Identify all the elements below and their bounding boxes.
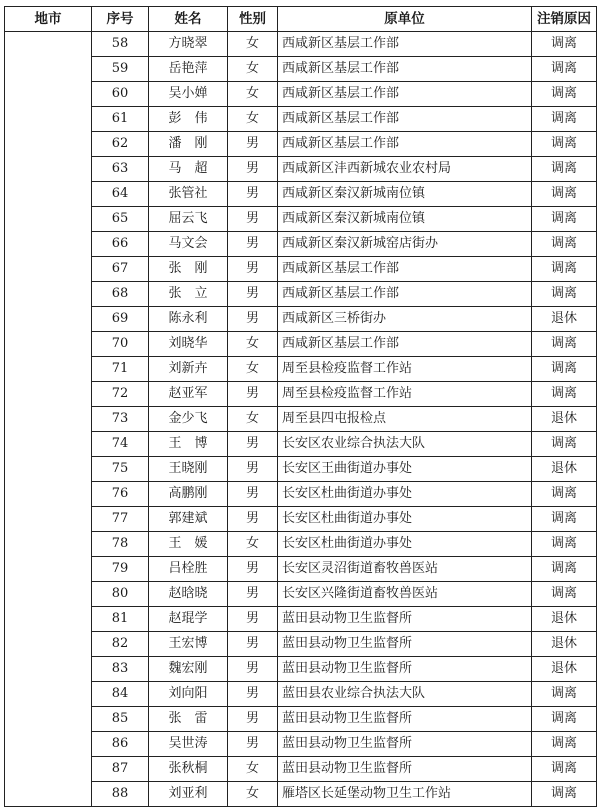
reason-cell: 调离 (532, 482, 597, 507)
no-cell: 81 (92, 607, 149, 632)
reason-cell: 调离 (532, 507, 597, 532)
no-cell: 79 (92, 557, 149, 582)
no-cell: 86 (92, 732, 149, 757)
sex-cell: 男 (228, 257, 278, 282)
sex-cell: 男 (228, 632, 278, 657)
reason-cell: 调离 (532, 582, 597, 607)
sex-cell: 男 (228, 307, 278, 332)
no-cell: 76 (92, 482, 149, 507)
reason-cell: 调离 (532, 82, 597, 107)
table-body (5, 32, 597, 807)
no-cell: 70 (92, 332, 149, 357)
reason-cell: 退休 (532, 632, 597, 657)
reason-cell: 调离 (532, 357, 597, 382)
table-row (5, 182, 597, 207)
sex-cell: 女 (228, 57, 278, 82)
no-cell: 72 (92, 382, 149, 407)
unit-cell: 周至县检疫监督工作站 (278, 357, 532, 382)
unit-cell: 西咸新区沣西新城农业农村局 (278, 157, 532, 182)
table-row (5, 582, 597, 607)
no-cell: 71 (92, 357, 149, 382)
table-row (5, 232, 597, 257)
unit-cell: 西咸新区基层工作部 (278, 82, 532, 107)
sex-cell: 女 (228, 757, 278, 782)
no-cell: 66 (92, 232, 149, 257)
name-cell: 吴世涛 (149, 732, 228, 757)
sex-cell: 女 (228, 782, 278, 807)
name-cell: 王宏博 (149, 632, 228, 657)
name-cell: 刘向阳 (149, 682, 228, 707)
name-cell: 潘 刚 (149, 132, 228, 157)
unit-cell: 蓝田县动物卫生监督所 (278, 607, 532, 632)
sex-cell: 女 (228, 332, 278, 357)
table-row (5, 132, 597, 157)
sex-cell: 男 (228, 707, 278, 732)
table-row (5, 682, 597, 707)
unit-cell: 西咸新区基层工作部 (278, 282, 532, 307)
no-cell: 64 (92, 182, 149, 207)
reason-cell: 调离 (532, 432, 597, 457)
sex-cell: 女 (228, 357, 278, 382)
no-cell: 68 (92, 282, 149, 307)
name-cell: 刘亚利 (149, 782, 228, 807)
table-row (5, 657, 597, 682)
sex-cell: 男 (228, 507, 278, 532)
reason-cell: 退休 (532, 407, 597, 432)
table-row (5, 157, 597, 182)
city-cell (5, 32, 92, 807)
table-row (5, 532, 597, 557)
unit-cell: 西咸新区秦汉新城南位镇 (278, 207, 532, 232)
sex-cell: 男 (228, 557, 278, 582)
sex-cell: 男 (228, 182, 278, 207)
reason-cell: 调离 (532, 732, 597, 757)
unit-cell: 西咸新区基层工作部 (278, 107, 532, 132)
sex-cell: 男 (228, 232, 278, 257)
unit-cell: 蓝田县动物卫生监督所 (278, 732, 532, 757)
unit-cell: 雁塔区长延堡动物卫生工作站 (278, 782, 532, 807)
no-cell: 87 (92, 757, 149, 782)
reason-cell: 退休 (532, 307, 597, 332)
table-row (5, 382, 597, 407)
table-row (5, 332, 597, 357)
no-cell: 83 (92, 657, 149, 682)
header-unit: 原单位 (278, 7, 532, 32)
reason-cell: 调离 (532, 182, 597, 207)
name-cell: 彭 伟 (149, 107, 228, 132)
unit-cell: 西咸新区基层工作部 (278, 57, 532, 82)
sex-cell: 男 (228, 132, 278, 157)
no-cell: 59 (92, 57, 149, 82)
sex-cell: 女 (228, 32, 278, 57)
no-cell: 62 (92, 132, 149, 157)
no-cell: 69 (92, 307, 149, 332)
sex-cell: 女 (228, 107, 278, 132)
name-cell: 赵晗晓 (149, 582, 228, 607)
name-cell: 马文会 (149, 232, 228, 257)
name-cell: 马 超 (149, 157, 228, 182)
reason-cell: 退休 (532, 607, 597, 632)
name-cell: 高鹏刚 (149, 482, 228, 507)
unit-cell: 长安区灵沼街道畜牧兽医站 (278, 557, 532, 582)
reason-cell: 调离 (532, 757, 597, 782)
no-cell: 61 (92, 107, 149, 132)
unit-cell: 蓝田县动物卫生监督所 (278, 757, 532, 782)
unit-cell: 西咸新区秦汉新城窑店街办 (278, 232, 532, 257)
unit-cell: 蓝田县动物卫生监督所 (278, 657, 532, 682)
reason-cell: 调离 (532, 532, 597, 557)
name-cell: 张秋桐 (149, 757, 228, 782)
no-cell: 80 (92, 582, 149, 607)
header-row (5, 7, 597, 32)
sex-cell: 男 (228, 282, 278, 307)
table-row (5, 307, 597, 332)
header-city: 地市 (5, 7, 92, 32)
sex-cell: 男 (228, 457, 278, 482)
table-row (5, 32, 597, 57)
table-row (5, 782, 597, 807)
unit-cell: 蓝田县动物卫生监督所 (278, 632, 532, 657)
sex-cell: 男 (228, 582, 278, 607)
name-cell: 张管社 (149, 182, 228, 207)
reason-cell: 调离 (532, 282, 597, 307)
table-row (5, 507, 597, 532)
no-cell: 60 (92, 82, 149, 107)
table-row (5, 107, 597, 132)
name-cell: 郭建斌 (149, 507, 228, 532)
unit-cell: 长安区王曲街道办事处 (278, 457, 532, 482)
name-cell: 张 刚 (149, 257, 228, 282)
reason-cell: 调离 (532, 107, 597, 132)
reason-cell: 调离 (532, 32, 597, 57)
table-row (5, 607, 597, 632)
unit-cell: 长安区杜曲街道办事处 (278, 507, 532, 532)
unit-cell: 长安区杜曲街道办事处 (278, 482, 532, 507)
no-cell: 84 (92, 682, 149, 707)
table-row (5, 757, 597, 782)
unit-cell: 长安区兴隆街道畜牧兽医站 (278, 582, 532, 607)
reason-cell: 调离 (532, 257, 597, 282)
table-row (5, 207, 597, 232)
sex-cell: 女 (228, 532, 278, 557)
reason-cell: 调离 (532, 157, 597, 182)
table-row (5, 557, 597, 582)
no-cell: 85 (92, 707, 149, 732)
name-cell: 屈云飞 (149, 207, 228, 232)
unit-cell: 西咸新区基层工作部 (278, 257, 532, 282)
table-row (5, 707, 597, 732)
name-cell: 张 雷 (149, 707, 228, 732)
name-cell: 赵亚军 (149, 382, 228, 407)
no-cell: 78 (92, 532, 149, 557)
table-row (5, 432, 597, 457)
sex-cell: 男 (228, 607, 278, 632)
table-row (5, 57, 597, 82)
name-cell: 刘晓华 (149, 332, 228, 357)
name-cell: 赵琨学 (149, 607, 228, 632)
no-cell: 73 (92, 407, 149, 432)
name-cell: 金少飞 (149, 407, 228, 432)
unit-cell: 西咸新区基层工作部 (278, 32, 532, 57)
no-cell: 88 (92, 782, 149, 807)
name-cell: 王 媛 (149, 532, 228, 557)
sex-cell: 男 (228, 207, 278, 232)
name-cell: 王晓刚 (149, 457, 228, 482)
name-cell: 吴小婵 (149, 82, 228, 107)
sex-cell: 男 (228, 482, 278, 507)
reason-cell: 调离 (532, 232, 597, 257)
header-sex: 性别 (228, 7, 278, 32)
table-row (5, 82, 597, 107)
reason-cell: 调离 (532, 707, 597, 732)
reason-cell: 退休 (532, 657, 597, 682)
sex-cell: 女 (228, 407, 278, 432)
sex-cell: 男 (228, 657, 278, 682)
sex-cell: 男 (228, 157, 278, 182)
header-name: 姓名 (149, 7, 228, 32)
table-row (5, 257, 597, 282)
sex-cell: 男 (228, 732, 278, 757)
name-cell: 张 立 (149, 282, 228, 307)
name-cell: 王 博 (149, 432, 228, 457)
reason-cell: 调离 (532, 132, 597, 157)
name-cell: 吕栓胜 (149, 557, 228, 582)
unit-cell: 西咸新区基层工作部 (278, 332, 532, 357)
name-cell: 方晓翠 (149, 32, 228, 57)
unit-cell: 西咸新区秦汉新城南位镇 (278, 182, 532, 207)
reason-cell: 调离 (532, 782, 597, 807)
no-cell: 82 (92, 632, 149, 657)
reason-cell: 调离 (532, 207, 597, 232)
no-cell: 58 (92, 32, 149, 57)
sex-cell: 男 (228, 682, 278, 707)
no-cell: 77 (92, 507, 149, 532)
reason-cell: 调离 (532, 682, 597, 707)
table-row (5, 482, 597, 507)
reason-cell: 调离 (532, 382, 597, 407)
unit-cell: 蓝田县动物卫生监督所 (278, 707, 532, 732)
name-cell: 岳艳萍 (149, 57, 228, 82)
unit-cell: 西咸新区三桥街办 (278, 307, 532, 332)
sex-cell: 男 (228, 432, 278, 457)
sex-cell: 女 (228, 82, 278, 107)
reason-cell: 调离 (532, 557, 597, 582)
no-cell: 65 (92, 207, 149, 232)
no-cell: 67 (92, 257, 149, 282)
reason-cell: 调离 (532, 332, 597, 357)
header-reason: 注销原因 (532, 7, 597, 32)
table-row (5, 732, 597, 757)
personnel-table (4, 6, 597, 807)
header-no: 序号 (92, 7, 149, 32)
sex-cell: 男 (228, 382, 278, 407)
table-row (5, 632, 597, 657)
unit-cell: 蓝田县农业综合执法大队 (278, 682, 532, 707)
unit-cell: 西咸新区基层工作部 (278, 132, 532, 157)
name-cell: 陈永利 (149, 307, 228, 332)
table-row (5, 407, 597, 432)
reason-cell: 调离 (532, 57, 597, 82)
unit-cell: 长安区杜曲街道办事处 (278, 532, 532, 557)
no-cell: 63 (92, 157, 149, 182)
unit-cell: 周至县检疫监督工作站 (278, 382, 532, 407)
no-cell: 75 (92, 457, 149, 482)
table-row (5, 357, 597, 382)
table-row (5, 282, 597, 307)
table-row (5, 457, 597, 482)
reason-cell: 退休 (532, 457, 597, 482)
no-cell: 74 (92, 432, 149, 457)
name-cell: 魏宏刚 (149, 657, 228, 682)
unit-cell: 长安区农业综合执法大队 (278, 432, 532, 457)
unit-cell: 周至县四屯报检点 (278, 407, 532, 432)
name-cell: 刘新卉 (149, 357, 228, 382)
